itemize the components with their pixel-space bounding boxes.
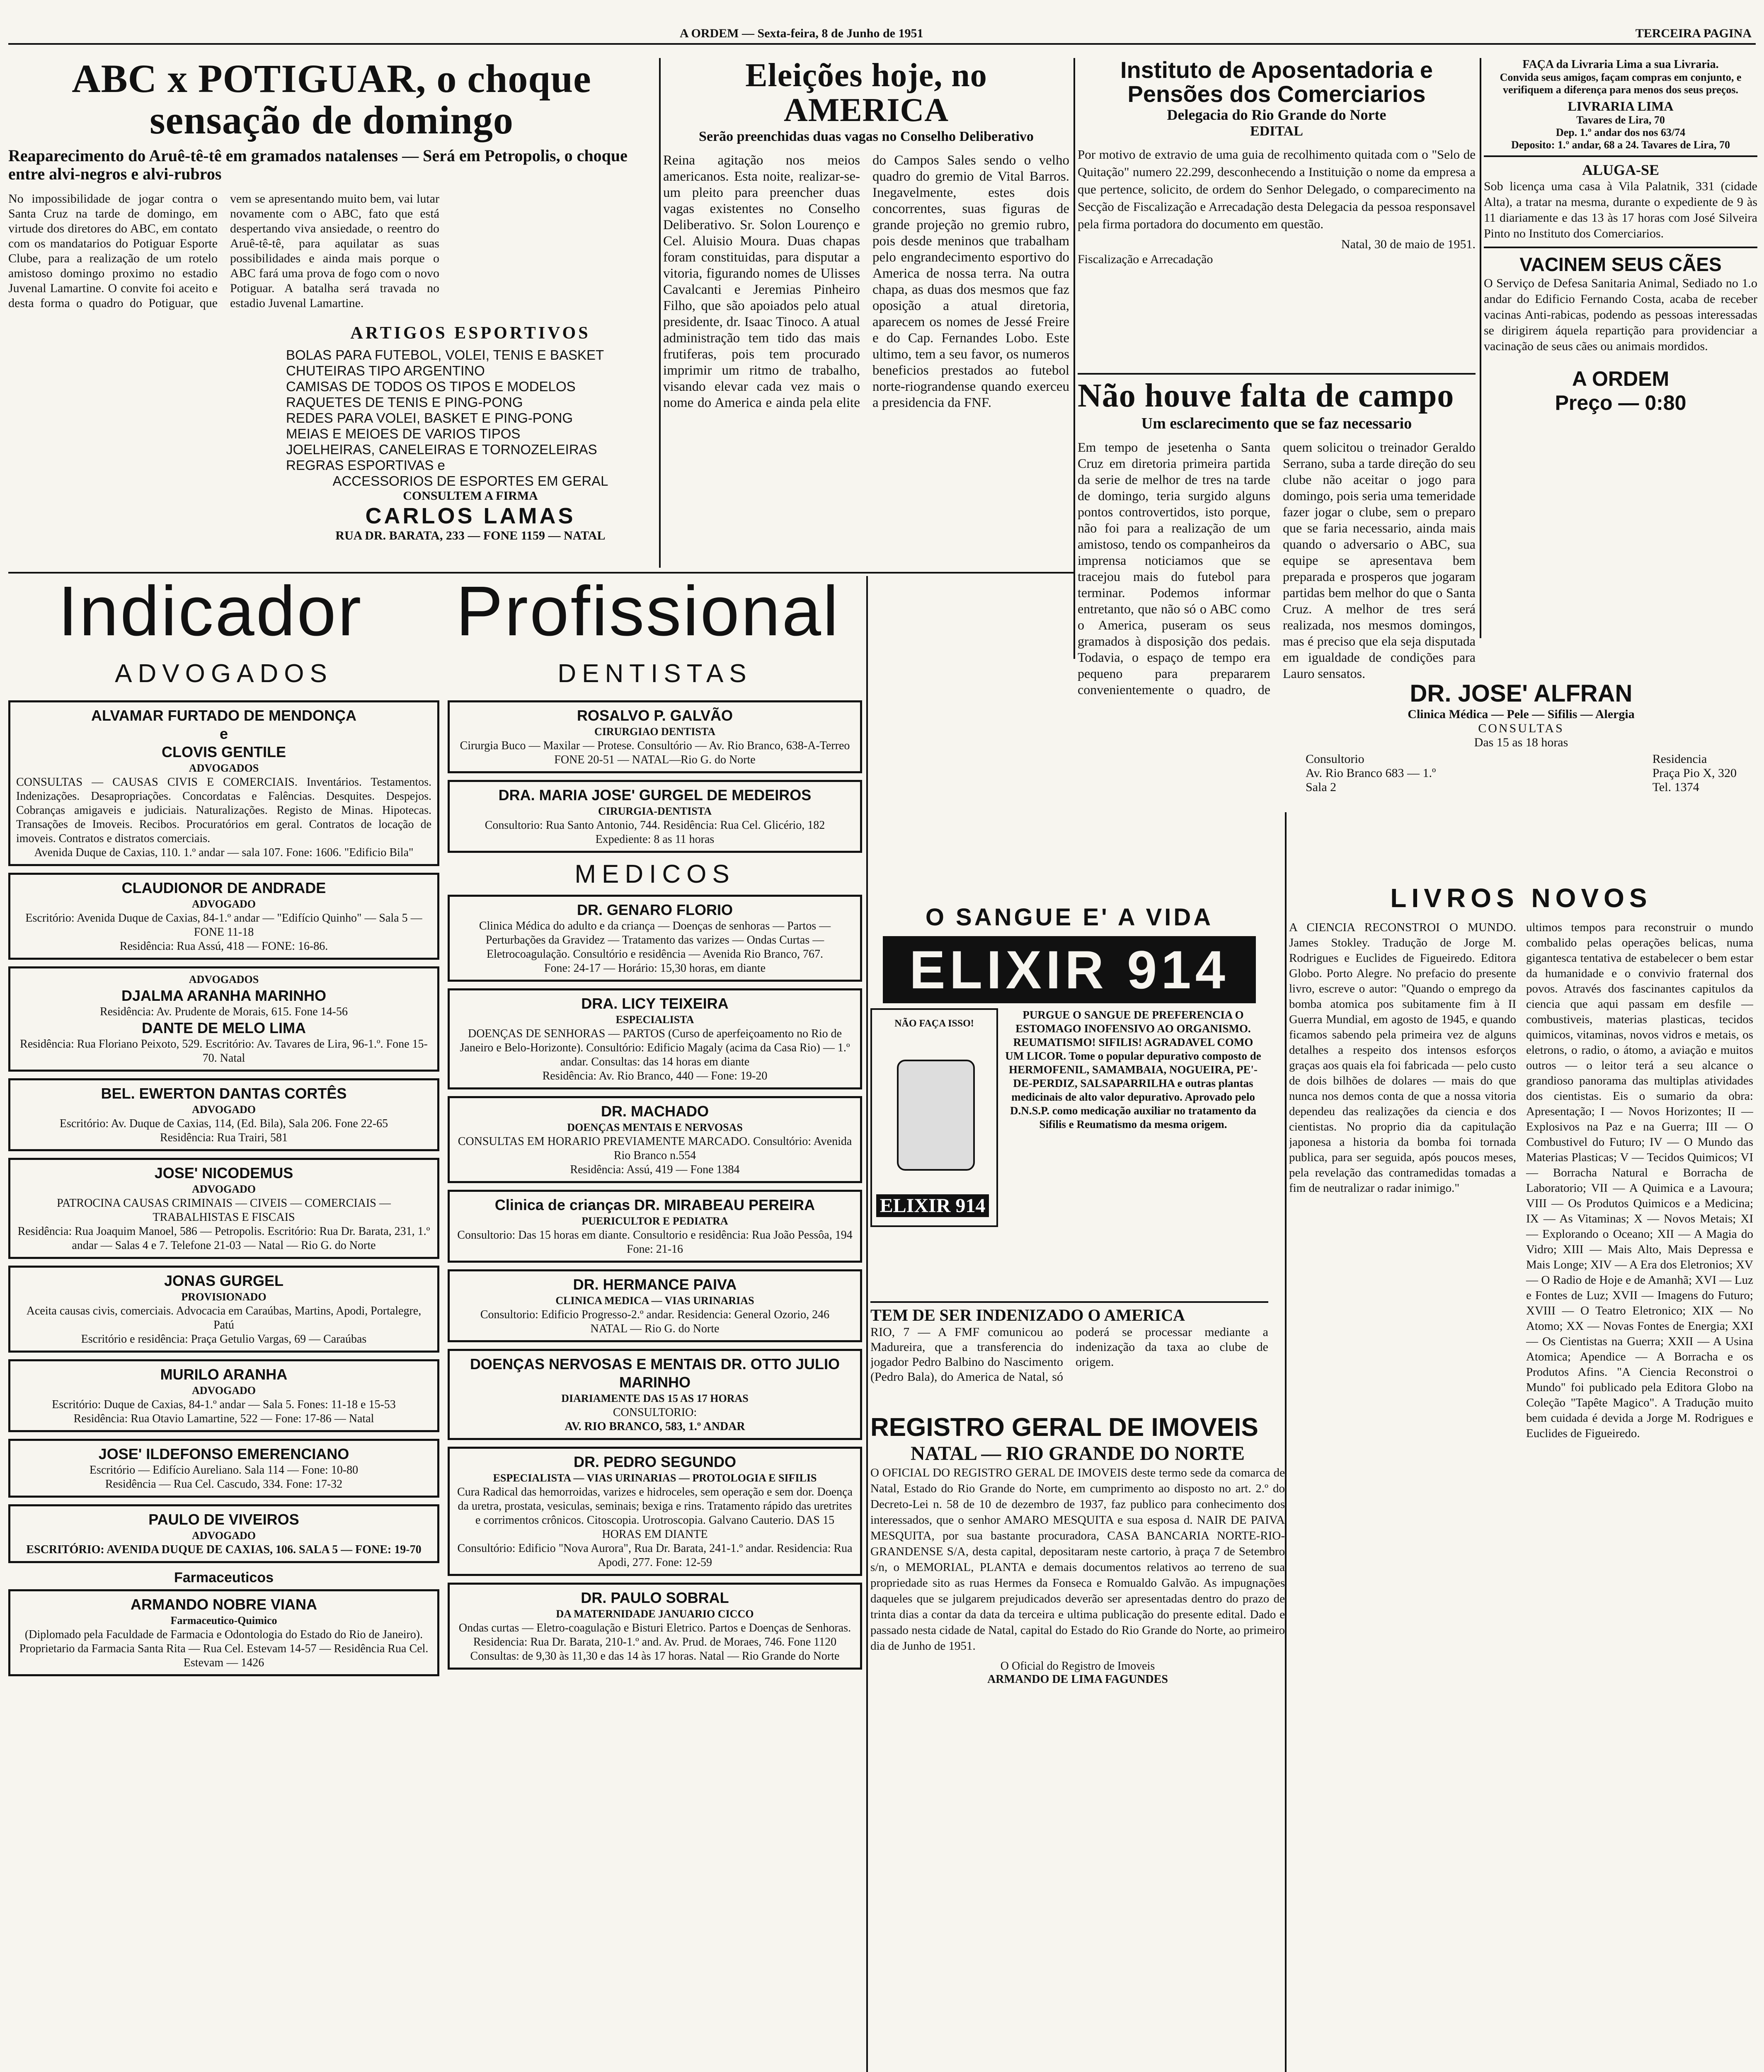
instituto-sign: Fiscalização e Arrecadação bbox=[1078, 252, 1213, 266]
livros-body: ultimos tempos para reconstruir o mundo combalido pelas operações belicas, numa gigantesca tentativa de estabelecer o bem estar da humanidade e o convivio fraternal dos povos. Através dos fascinantes capitulos da ciencia que aqui passam em desfile — combustiveis, materias plasticas, tecidos quimicos, vitaminas, novos vidros e metais, os eletrons, o radio, o átomo, a aviação e muitos outros — o leitor terá a seu alcance o grandioso panorama das multiplas atividades dos cientistas. Eis o sumario da obra: Apresentação; I — Novos Horizontes; II — Explosivos na Paz e na Guerra; III — O Combustivel do Futuro; IV — O Mundo das Materias Plasticas; V — Tecidos Quimicos; VI — Borracha Natural e Borracha de Laboratorio; VII — A Quimica e a Lavoura; VIII — Os Produtos Quimicos e a Medicina; IX — As Vitaminas; X — Novos Metais; XI — Explorando o Oceano; XII — A Magia do Vidro; XIII — Mais Alto, Mais Depressa e Mais Longe; XIV — A Era dos Eletronios; XV — O Radio de Hoje e de Amanhã; XVI — Luz e Fontes de Luz; XVII — Imagens do Futuro; XVIII — O Teatro Eletronico; XIX — No Atomo; XX — Novas Fontes de Energia; XXI — Os Cientistas na Guerra; XXII — A Usina Atomica; Apendice — A Borracha e os Produtos Afins. "A Ciencia Reconstroi o Mundo" foi publicado pela Editora Globo na Coleção "Tapête Magico". A Tradução muito bem cuidada é devida a Jorge M. Rodrigues e Euclides de Figueiredo. bbox=[1526, 921, 1753, 1440]
alfran-ad bbox=[1289, 680, 1753, 854]
ad-body: Consultorio: Das 15 horas em diante. Consultorio e residência: Rua João Pessôa, 194 bbox=[457, 1229, 853, 1242]
livros-body: A CIENCIA RECONSTROI O MUNDO. James Stokley. Tradução de Jorge M. Rodrigues e Euclides de Figueiredo. Editora Globo. Porto Alegre. No prefacio do presente livro, escreve o autor: "Quando o emprego da bomba atomica pos subitamente fim à II Guerra Mundial, em agosto de 1945, e quando ficamos sabendo pela primeira vez de alguns detalhes a respeito dos intensos esforços graças aos quais ela foi fabricada — pelo custo de dois bilhões de dolares — mais do que nunca nos demos conta de que a nossa vitoria dependeu das realizações da ciencia e dos cientistas. No proprio dia da capitulação japonesa a historia da bomba foi tornada publica, para ser seguida, após poucos meses, pela revelação das contramedidas tomadas a fim de neutralizar o radar inimigo." bbox=[1289, 921, 1516, 1195]
ad-addr: Escritório e residência: Praça Getulio Vargas, 69 — Caraúbas bbox=[81, 1333, 367, 1346]
ad-name: ALVAMAR FURTADO DE MENDONÇA bbox=[91, 707, 356, 724]
alfran-tel: Tel. 1374 bbox=[1652, 780, 1699, 794]
ad-box bbox=[8, 873, 439, 960]
elixir-ad bbox=[870, 903, 1268, 1297]
alfran-spec: Clinica Médica — Pele — Sifilis — Alergia bbox=[1408, 707, 1635, 721]
artigos-line: RAQUETES DE TENIS E PING-PONG bbox=[286, 395, 523, 410]
ad-addr: NATAL — Rio G. do Norte bbox=[590, 1322, 720, 1335]
ad-name: DR. MACHADO bbox=[601, 1103, 709, 1120]
ad-addr: Residência: Av. Rio Branco, 440 — Fone: 19-20 bbox=[542, 1070, 768, 1082]
indicador-left: Indicador bbox=[58, 576, 363, 651]
ad-spec: Farmaceutico-Quimico bbox=[170, 1615, 277, 1627]
ad-name: DOENÇAS NERVOSAS E MENTAIS DR. OTTO JULIO MARINHO bbox=[470, 1356, 840, 1391]
ad-spec: CIRURGIAO DENTISTA bbox=[594, 726, 716, 738]
ad-spec: DA MATERNIDADE JANUARIO CICCO bbox=[556, 1608, 754, 1620]
artigos-line: ACCESSORIOS DE ESPORTES EM GERAL bbox=[332, 473, 608, 489]
indenizado-body: RIO, 7 — A FMF comunicou ao Madureira, que a transferencia do jogador Pedro Balbino do Nascimento (Pedro Bala), do America de Natal, só poderá se processar mediante a indenização da taxa ao clube de origem. bbox=[870, 1325, 1268, 1384]
ad-spec: ADVOGADO bbox=[191, 1530, 256, 1542]
ad-spec: PUERICULTOR E PEDIATRA bbox=[582, 1215, 728, 1227]
ad-name: MURILO ARANHA bbox=[160, 1366, 288, 1383]
ad-box bbox=[8, 1266, 439, 1353]
ad-body: CONSULTORIO: bbox=[613, 1406, 697, 1419]
ad-spec: ESPECIALISTA bbox=[615, 1014, 694, 1026]
ad-name: DR. PEDRO SEGUNDO bbox=[573, 1453, 737, 1470]
registro-subhead: NATAL — RIO GRANDE DO NORTE bbox=[911, 1443, 1245, 1464]
artigos-line: CHUTEIRAS TIPO ARGENTINO bbox=[286, 363, 485, 378]
ad-body: Consultorio: Rua Santo Antonio, 744. Residência: Rua Cel. Glicério, 182 bbox=[485, 819, 825, 832]
ad-spec: CLINICA MEDICA — VIAS URINARIAS bbox=[555, 1295, 754, 1307]
vacinem-body: O Serviço de Defesa Sanitaria Animal, Sediado no 1.o andar do Edificio Fernando Costa, acaba de receber vacinas Anti-rabicas, podendo as pessoas interessadas se dirigirem áquela repartição para providenciar a vacinação de seus cães ou animais mordidos. bbox=[1484, 276, 1757, 353]
ad-name: DRA. MARIA JOSE' GURGEL DE MEDEIROS bbox=[498, 787, 812, 804]
page-header bbox=[8, 29, 1756, 45]
ad-box bbox=[8, 1504, 439, 1563]
campo-subhead: Um esclarecimento que se faz necessario bbox=[1141, 415, 1412, 432]
ad-addr: Residência: Assú, 419 — Fone 1384 bbox=[570, 1163, 740, 1176]
livraria-addr: Deposito: 1.º andar, 68 a 24. Tavares de Lira, 70 bbox=[1511, 139, 1730, 151]
ad-box bbox=[448, 895, 862, 982]
ad-addr: Avenida Duque de Caxias, 110. 1.º andar — sala 107. Fone: 1606. "Edificio Bila" bbox=[34, 846, 414, 859]
ad-body: Residência: Av. Prudente de Morais, 615. Fone 14-56 bbox=[99, 1005, 348, 1018]
ad-addr: Residência: Rua Otavio Lamartine, 522 — Fone: 17-86 — Natal bbox=[73, 1412, 374, 1425]
ad-box bbox=[448, 1583, 862, 1670]
ad-addr: Expediente: 8 as 11 horas bbox=[595, 833, 715, 846]
ad-box bbox=[448, 1190, 862, 1263]
ad-body: Escritório — Edifício Aureliano. Sala 114 — Fone: 10-80 bbox=[89, 1464, 359, 1477]
campo-body: Em tempo de jesetenha o Santa Cruz em diretoria primeira partida da serie de melhor de tres na tarde de domingo, teria surgido alguns pontos controvertidos, isto porque, não foi para a realização de um amistoso, tendo os companheiros da imprensa noticiamos que se tracejou mais do futebol para terminar. Podemos informar entretanto, que não só o ABC como o America, puseram os seus gramados à disposição dos pedais. Todavia, o espaço de tempo era pequeno para prepararem convenientemente o quadro, de quem solicitou o treinador Geraldo Serrano, suba a tarde direção do seu clube não aceitar o jogo para domingo, pois seria uma temeridade fazer jogar o clube, sem o preparo que se faria necessario, ainda mais quando o adversario o ABC, sua equipe se apresentava bem preparada e prosperos que jogaram partidas bem melhor do que o Santa Cruz. A melhor de tres será realizada, nos mesmos domingos, mas é preciso que ela seja disputada em igualdade de condições para Lauro sensatos. bbox=[1078, 440, 1476, 697]
artigos-title: ARTIGOS ESPORTIVOS bbox=[350, 324, 591, 343]
ad-box bbox=[448, 780, 862, 853]
artigos-line: MEIAS E MEIOES DE VARIOS TIPOS bbox=[286, 426, 521, 441]
ad-spec: ADVOGADOS bbox=[189, 973, 259, 985]
eleicoes-subhead: Serão preenchidas duas vagas no Conselho Deliberativo bbox=[699, 129, 1034, 144]
alfran-cons-addr: Av. Rio Branco 683 — 1.º bbox=[1306, 766, 1436, 780]
indenizado-headline: TEM DE SER INDENIZADO O AMERICA bbox=[870, 1306, 1185, 1324]
dentistas-medicos-column bbox=[448, 700, 862, 2072]
farm-label: Farmaceuticos bbox=[174, 1570, 274, 1585]
indicador-banner bbox=[8, 576, 1073, 659]
abc-subhead: Reaparecimento do Aruê-tê-tê em gramados natalenses — Será em Petropolis, o choque entre alvi-negros e alvi-rubros bbox=[8, 146, 628, 183]
ad-name: CLAUDIONOR DE ANDRADE bbox=[121, 879, 326, 896]
livraria-title: FAÇA da Livraria Lima a sua Livraria. bbox=[1522, 58, 1719, 71]
artigos-consult: CONSULTEM A FIRMA bbox=[403, 489, 538, 503]
alfran-cons-label: Consultorio bbox=[1306, 752, 1364, 766]
ad-name: JOSE' ILDEFONSO EMERENCIANO bbox=[98, 1445, 349, 1462]
preco-title: A ORDEM bbox=[1572, 367, 1670, 390]
ad-box bbox=[448, 1447, 862, 1576]
ad-spec: ADVOGADO bbox=[191, 1104, 256, 1116]
ad-addr: Residência: Rua Assú, 418 — FONE: 16-86. bbox=[119, 940, 328, 953]
ad-name: BEL. EWERTON DANTAS CORTÊS bbox=[101, 1085, 347, 1102]
eleicoes-body: Reina agitação nos meios americanos. Esta noite, realizar-se-um pleito para preencher duas vagas existentes no Conselho Deliberativo. Sr. Solon Lourenço e Cel. Aluisio Moura. Duas chapas foram constituidas, para disputar a vitoria, figurando nomes de Ulisses Cavalcanti e Jeremias Pinheiro Filho, que são apoiados pelo atual presidente, dr. Isaac Tinoco. A atual administração tem tido das mais frutiferas, pois tem procurado imprimir um ritmo de trabalho, visando elevar cada vez mais o nome do America e ainda pela elite do Campos Sales sendo o velho quadro do gremio de Vital Barros. Inegavelmente, estes dois concorrentes, suas figuras de grande projeção no gremio rubro, pois desde meninos que trabalham pelo engrandecimento esportivo do America de nossa terra. Na outra chapa, as duas dos mesmos que faz oposição a atual diretoria, aparecem os nomes de Jessé Freire e do Cap. Fernandes Lobo. Este ultimo, tem a seu favor, os numeros beneficios prestados ao futebol norte-riograndense quando exerceu a presidencia da FNF. bbox=[663, 153, 1069, 410]
ad-addr: Residência: Rua Trairi, 581 bbox=[160, 1131, 288, 1144]
advogados-column bbox=[8, 700, 439, 2072]
campo-headline: Não houve falta de campo bbox=[1078, 378, 1454, 414]
ad-spec: PROVISIONADO bbox=[181, 1291, 267, 1303]
ad-name: Clinica de crianças DR. MIRABEAU PEREIRA bbox=[494, 1196, 815, 1213]
preco-label: Preço — 0:80 bbox=[1555, 391, 1686, 414]
ad-body: Cura Radical das hemorroidas, varizes e hidroceles, sem operação e sem dor. Doença da uretra, prostata, vesiculas, seminais; bexiga e rins. Tratamento rápido das uretrites e corrimentos crônicos. Citoscopia. Urotroscopia. Galvano Cauterio. DAS 15 HORAS EM DIANTE bbox=[457, 1486, 853, 1541]
elixir-bottle-label: ELIXIR 914 bbox=[876, 1194, 989, 1217]
ad-box bbox=[448, 988, 862, 1089]
artigos-line: JOELHEIRAS, CANELEIRAS E TORNOZELEIRAS bbox=[286, 442, 597, 457]
instituto-headline: Instituto de Aposentadoria e Pensões dos Comerciarios bbox=[1120, 58, 1433, 107]
ad-body: DOENÇAS DE SENHORAS — PARTOS (Curso de aperfeiçoamento no Rio de Janeiro e Belo-Horizonte). Consultório: Edificio Magaly (acima da Casa Rio) — 1.º andar. Consultas: das 14 horas em diante bbox=[460, 1027, 850, 1068]
ad-box bbox=[8, 1158, 439, 1259]
ad-box bbox=[8, 1359, 439, 1432]
ad-spec: ADVOGADO bbox=[191, 1183, 256, 1195]
alfran-hours: Das 15 as 18 horas bbox=[1474, 736, 1568, 749]
artigos-ad bbox=[286, 323, 655, 568]
ad-addr: AV. RIO BRANCO, 583, 1.º ANDAR bbox=[565, 1420, 745, 1433]
ad-body: CONSULTAS — CAUSAS CIVIS E COMERCIAIS. Inventários. Testamentos. Indenizações. Desapropriações. Concordatas e Falências. Desquites. Despejos. Cobranças amigaveis e judiciais. Naturalizações. Registo de Minas. Hipotecas. Transações de Imoveis. Recibos. Procuratórios em geral. Contratos de locação de imoveis. Contratos e distratos comerciais. bbox=[16, 776, 431, 845]
artigos-line: CAMISAS DE TODOS OS TIPOS E MODELOS bbox=[286, 379, 576, 394]
rule bbox=[1484, 247, 1757, 248]
ad-body: Ondas curtas — Eletro-coagulação e Bisturi Eletrico. Partos e Doenças de Senhoras. Residencia: Rua Dr. Barata, 210-1.º and. Av. Prud. de Moraes, 746. Fone 1120 bbox=[458, 1622, 851, 1648]
ad-name: DJALMA ARANHA MARINHO bbox=[121, 987, 326, 1004]
vacinem-title: VACINEM SEUS CÃES bbox=[1519, 254, 1722, 275]
artigos-addr: RUA DR. BARATA, 233 — FONE 1159 — NATAL bbox=[335, 529, 606, 542]
rule bbox=[1078, 373, 1476, 375]
ad-body: ESCRITÓRIO: AVENIDA DUQUE DE CAXIAS, 106. SALA 5 — FONE: 19-70 bbox=[26, 1543, 422, 1556]
instituto-edital bbox=[1078, 58, 1476, 381]
ad-addr: Consultas: de 9,30 às 11,30 e das 14 às 17 horas. Natal — Rio Grande do Norte bbox=[470, 1650, 840, 1663]
ad-spec: DIARIAMENTE DAS 15 AS 17 HORAS bbox=[561, 1392, 749, 1404]
eleicoes-article bbox=[663, 58, 1069, 568]
livraria-addr: Dep. 1.º andar dos nos 63/74 bbox=[1556, 126, 1686, 138]
header-dateline: A ORDEM — Sexta-feira, 8 de Junho de 1951 bbox=[680, 27, 923, 40]
ad-body: Clinica Médica do adulto e da criança — Doenças de senhoras — Partos — Perturbações da Gravidez — Tratamento das varizes — Ondas Curtas — Eletrocoagulação. Consultório e residência — Avenida Rio Branco, 767. bbox=[479, 920, 831, 961]
ad-name: PAULO DE VIVEIROS bbox=[148, 1511, 299, 1528]
aluga-title: ALUGA-SE bbox=[1582, 162, 1660, 178]
livraria-addr: Tavares de Lira, 70 bbox=[1576, 114, 1665, 126]
col-rule bbox=[866, 576, 868, 2072]
ad-body: Escritório: Av. Duque de Caxias, 114, (Ed. Bila), Sala 206. Fone 22-65 bbox=[59, 1117, 388, 1130]
ad-spec: ESPECIALISTA — VIAS URINARIAS — PROTOLOGIA E SIFILIS bbox=[493, 1472, 817, 1484]
col-rule bbox=[1480, 58, 1481, 638]
ad-name: JOSE' NICODEMUS bbox=[154, 1164, 293, 1181]
registro-sign: O Oficial do Registro de Imoveis bbox=[1000, 1660, 1155, 1673]
rule bbox=[1484, 155, 1757, 157]
livraria-store: LIVRARIA LIMA bbox=[1568, 99, 1674, 114]
ad-addr: FONE 20-51 — NATAL—Rio G. do Norte bbox=[554, 753, 756, 766]
aluga-body: Sob licença uma casa à Vila Palatnik, 331 (cidade Alta), a tratar na mesma, durante o expediente de 9 às 11 diariamente e das 13 às 17 horas com José Silveira Pinto no Instituto dos Comerciarios. bbox=[1484, 179, 1757, 240]
eleicoes-headline: Eleições hoje, no AMERICA bbox=[745, 58, 987, 128]
ad-body: Consultorio: Edificio Progresso-2.º andar. Residencia: General Ozorio, 246 bbox=[480, 1308, 830, 1321]
elixir-logo: ELIXIR 914 bbox=[883, 936, 1256, 1003]
ad-name: DR. GENARO FLORIO bbox=[577, 901, 733, 918]
livraria-body: Convida seus amigos, façam compras em conjunto, e verifiquem a diferença para menos dos seus preços. bbox=[1500, 71, 1742, 96]
ad-body: (Diplomado pela Faculdade de Farmacia e Odontologia do Estado do Rio de Janeiro). Proprietario da Farmacia Santa Rita — Rua Cel. Estevam 14-57 — Residência Rua Cel. Estevam — 1426 bbox=[19, 1628, 429, 1669]
registro-headline: REGISTRO GERAL DE IMOVEIS bbox=[870, 1413, 1258, 1442]
ad-name: DANTE DE MELO LIMA bbox=[142, 1019, 306, 1036]
ad-body: Escritório: Avenida Duque de Caxias, 84-1.º andar — "Edifício Quinho" — Sala 5 — FONE 11-18 bbox=[25, 912, 422, 939]
artigos-firm: CARLOS LAMAS bbox=[365, 503, 576, 528]
advogados-heading: ADVOGADOS bbox=[115, 659, 333, 688]
ad-body: Aceita causas civis, comerciais. Advocacia em Caraúbas, Martins, Apodi, Portalegre, Patú bbox=[26, 1305, 422, 1331]
col-rule bbox=[1285, 812, 1287, 2072]
registro-sign: ARMANDO DE LIMA FAGUNDES bbox=[987, 1673, 1168, 1686]
ad-addr: Residência — Rua Cel. Cascudo, 334. Fone: 17-32 bbox=[105, 1478, 343, 1491]
artigos-line: BOLAS PARA FUTEBOL, VOLEI, TENIS E BASKET bbox=[286, 347, 604, 363]
instituto-body: Por motivo de extravio de uma guia de recolhimento quitada com o "Selo de Quitação" numero 22.299, desconhecendo a Instituição o nome da empresa a que pertence, solicito, de ordem do Senhor Delegado, o comparecimento na Secção de Fiscalização e Arrecadação desta Delegacia da pessoa responsavel pela firma portadora do documento em questão. bbox=[1078, 147, 1476, 231]
ad-box bbox=[448, 1349, 862, 1440]
ad-box bbox=[8, 1078, 439, 1151]
elixir-illustration-label: NÃO FAÇA ISSO! bbox=[894, 1018, 974, 1029]
medicos-heading: MEDICOS bbox=[574, 860, 735, 888]
rule bbox=[870, 1301, 1268, 1303]
indicador-right: Profissional bbox=[456, 576, 840, 651]
sangue-title: O SANGUE E' A VIDA bbox=[925, 904, 1214, 931]
ad-spec: ADVOGADO bbox=[191, 898, 256, 910]
abc-body: No impossibilidade de jogar contra o Santa Cruz na tarde de domingo, em virtude dos diretores do ABC, em contato com os mandatarios do Potiguar Esporte Clube, para a realização de um rotelo amistoso domingo proximo no estadio Juvenal Lamartine. O convite foi aceito e desta forma o quadro do Potiguar, que vem se apresentando muito bem, vai lutar novamente com o ABC, fato que está despertando viva ansiedade, o reentro do Aruê-tê-tê, para aquilatar as suas possibilidades e ainda mais porque o ABC fará uma prova de fogo com o novo Potiguar. A batalha será travada no estadio Juvenal Lamartine. bbox=[8, 192, 439, 310]
ad-spec: ADVOGADO bbox=[191, 1385, 256, 1397]
ad-box bbox=[8, 1589, 439, 1676]
livros-title: LIVROS NOVOS bbox=[1390, 883, 1652, 913]
ad-box bbox=[8, 700, 439, 866]
instituto-subhead: Delegacia do Rio Grande do Norte bbox=[1167, 107, 1386, 123]
ad-body: Cirurgia Buco — Maxilar — Protese. Consultório — Av. Rio Branco, 638-A-Terreo bbox=[460, 739, 850, 752]
abc-headline: ABC x POTIGUAR, o choque sensação de domingo bbox=[72, 58, 591, 142]
registro-edital bbox=[870, 1413, 1285, 2068]
instituto-date: Natal, 30 de maio de 1951. bbox=[1341, 237, 1476, 251]
ad-box bbox=[8, 966, 439, 1072]
ad-name: ARMANDO NOBRE VIANA bbox=[131, 1596, 317, 1613]
artigos-line: REDES PARA VOLEI, BASKET E PING-PONG bbox=[286, 410, 573, 426]
ad-body: Escritório: Duque de Caxias, 84-1.º andar — Sala 5. Fones: 11-18 e 15-53 bbox=[52, 1398, 396, 1411]
ad-amp: e bbox=[219, 725, 228, 742]
ad-addr: Consultório: Edificio "Nova Aurora", Rua Dr. Barata, 241-1.º andar. Residencia: Rua Apodi, 277. Fone: 12-59 bbox=[457, 1542, 853, 1569]
ad-name: CLOVIS GENTILE bbox=[161, 743, 286, 760]
ad-name: DR. HERMANCE PAIVA bbox=[573, 1276, 737, 1293]
elixir-illustration bbox=[870, 1008, 998, 1227]
ad-name: DRA. LICY TEIXEIRA bbox=[581, 995, 729, 1012]
dentistas-heading: DENTISTAS bbox=[557, 659, 752, 688]
ad-spec: CIRURGIA-DENTISTA bbox=[598, 805, 712, 817]
indenizado-article bbox=[870, 1305, 1268, 1405]
ad-box bbox=[448, 1269, 862, 1342]
registro-body: O OFICIAL DO REGISTRO GERAL DE IMOVEIS deste termo sede da comarca de Natal, Estado do Rio Grande do Norte, em cumprimento ao disposto no art. 2.º do Decreto-Lei n. 58 de 10 de dezembro de 1937, faz publico para conhecimento dos interessados, que o senhor AMARO MESQUITA e sua esposa d. NAIR DE PAIVA MESQUITA, por sua bastante procuradora, CASA BANCARIA NORTE-RIO-GRANDENSE S/A, desta capital, depositaram neste cartorio, à praça 7 de Setembro s/n, o MEMORIAL, PLANTA e demais documentos relativos ao terreno de sua propriedade sito as ruas Hermes da Fonseca e Romualdo Galvão. As impugnações daqueles que se julgarem prejudicados deverão ser apresentadas dentro do prazo de trinta dias a contar da data da terceira e ultima publicação do presente edital. Dado e passado nesta cidade de Natal, capital do Estado do Rio Grande do Norte, ao primeiro dia de Junho de 1951. bbox=[870, 1466, 1285, 1653]
ad-body: CONSULTAS EM HORARIO PREVIAMENTE MARCADO. Consultório: Avenida Rio Branco n.554 bbox=[458, 1135, 852, 1162]
rule bbox=[8, 572, 1073, 574]
alfran-res-addr: Praça Pio X, 320 bbox=[1652, 766, 1737, 780]
alfran-consultas: CONSULTAS bbox=[1478, 721, 1564, 735]
ad-name: ROSALVO P. GALVÃO bbox=[577, 707, 733, 724]
alfran-sala: Sala 2 bbox=[1306, 780, 1337, 794]
alfran-res-label: Residencia bbox=[1652, 752, 1707, 766]
ad-box bbox=[448, 700, 862, 773]
artigos-line: REGRAS ESPORTIVAS e bbox=[286, 457, 445, 473]
header-page-label: TERCEIRA PAGINA bbox=[1635, 27, 1752, 40]
ad-body: PATROCINA CAUSAS CRIMINAIS — CIVEIS — COMERCIAIS — TRABALHISTAS E FISCAIS bbox=[57, 1197, 391, 1224]
ad-spec: ADVOGADOS bbox=[189, 762, 259, 774]
ad-addr: Fone: 21-16 bbox=[626, 1243, 683, 1256]
ad-spec: DOENÇAS MENTAIS E NERVOSAS bbox=[567, 1121, 743, 1133]
col-rule bbox=[659, 58, 661, 568]
ad-box bbox=[8, 1439, 439, 1498]
instituto-edital-title: EDITAL bbox=[1250, 123, 1303, 139]
livros-article bbox=[1289, 883, 1753, 2072]
ad-box bbox=[448, 1096, 862, 1183]
elixir-body: PURGUE O SANGUE DE PREFERENCIA O ESTOMAGO INOFENSIVO AO ORGANISMO. REUMATISMO! SIFILIS! AGRADAVEL COMO UM LICOR. Tome o popular depurativo composto de HERMOFENIL, SAMAMBAIA, NOGUEIRA, PE'-DE-PERDIZ, SALSAPARRILHA e outras plantas medicinais de alto valor depurativo. Aprovado pelo D.N.S.P. como medicação auxiliar no tratamento da Sifilis e Reumatismo da mesma origem. bbox=[1005, 1009, 1261, 1130]
bottle-icon bbox=[897, 1060, 975, 1171]
ad-name: JONAS GURGEL bbox=[164, 1272, 284, 1289]
ad-addr: Residência: Rua Joaquim Manoel, 586 — Petropolis. Escritório: Rua Dr. Barata, 231, 1.º andar — Salas 4 e 7. Telefone 21-03 — Natal — Rio G. do Norte bbox=[17, 1225, 430, 1252]
ad-name: DR. PAULO SOBRAL bbox=[581, 1589, 729, 1606]
ad-addr: Residência: Rua Floriano Peixoto, 529. Escritório: Av. Tavares de Lira, 96-1.º. Fone 15-70. Natal bbox=[20, 1038, 428, 1065]
ad-addr: Fone: 24-17 — Horário: 15,30 horas, em diante bbox=[544, 962, 766, 975]
alfran-name: DR. JOSE' ALFRAN bbox=[1410, 680, 1633, 707]
right-top-column bbox=[1484, 58, 1757, 638]
col-rule bbox=[1073, 58, 1075, 659]
